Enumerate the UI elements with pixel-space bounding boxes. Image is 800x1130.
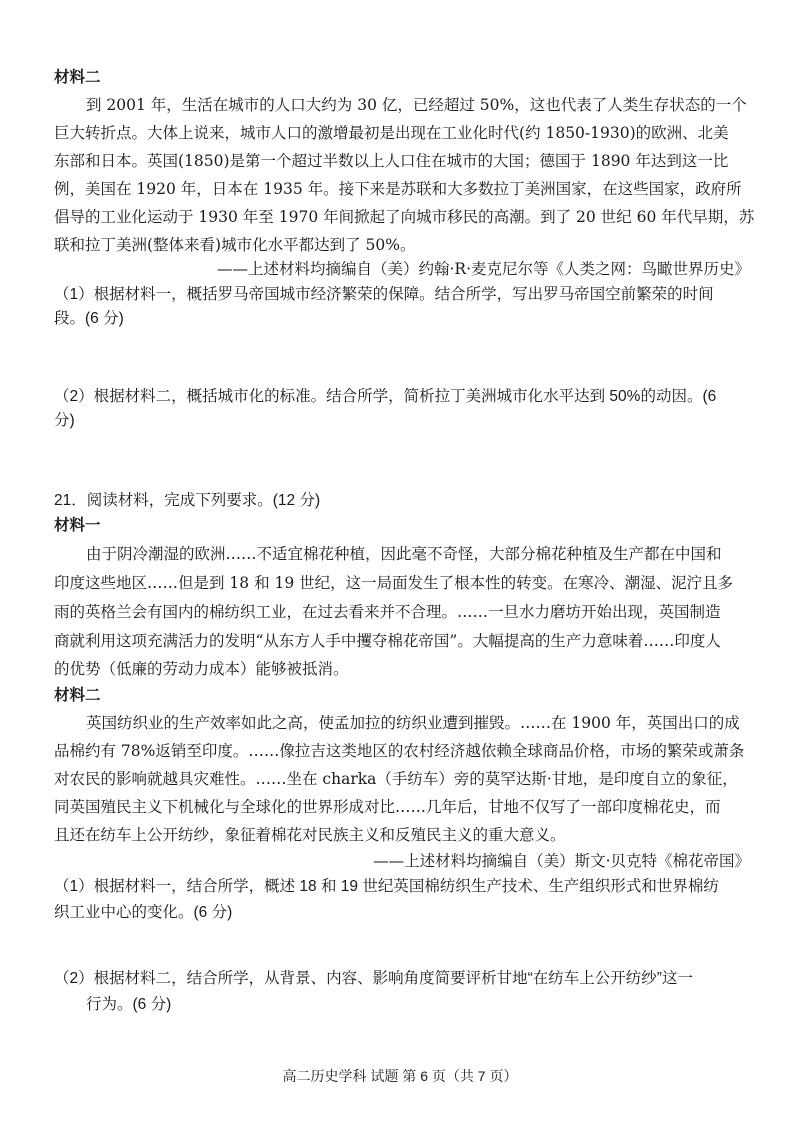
q21-material1-line: 雨的英格兰会有国内的棉纺织工业，在过去看来并不合理。……一旦水力磨坊开始出现，英国制造 xyxy=(54,603,721,621)
q20-material2-line: 到 2001 年，生活在城市的人口大约为 30 亿，已经超过 50%，这也代表了人类生存状态的一个 xyxy=(86,96,747,114)
q20-source-citation: ——上述材料均摘编自（美）约翰·R·麦克尼尔等《人类之网：鸟瞰世界历史》 xyxy=(216,260,750,278)
q21-material2-line: 且还在纺车上公开纺纱，象征着棉花对民族主义和反殖民主义的重大意义。 xyxy=(54,826,566,844)
q20-material2-line: 例，美国在 1920 年，日本在 1935 年。接下来是苏联和大多数拉丁美洲国家，在这些国家，政府所 xyxy=(54,180,742,198)
q21-material1-line: 由于阴冷潮湿的欧洲……不适宜棉花种植，因此毫不奇怪，大部分棉花种植及生产都在中国和 xyxy=(86,545,722,563)
page-footer: 高二历史学科 试题 第 6 页（共 7 页） xyxy=(282,1068,518,1084)
q21-subquestion-2-cont: 行为。(6 分) xyxy=(86,996,172,1013)
q21-material2-label: 材料二 xyxy=(54,685,101,704)
q21-heading: 21．阅读材料，完成下列要求。(12 分) xyxy=(54,492,321,509)
q21-material2-line: 对农民的影响就越具灾难性。……坐在 charka（手纺车）旁的莫罕达斯·甘地，是印度自立的象征， xyxy=(54,770,738,788)
q20-material2-line: 倡导的工业化运动于 1930 年至 1970 年间掀起了向城市移民的高潮。到了 20 世纪 60 年代早期，苏 xyxy=(54,208,755,226)
q20-material2-line: 巨大转折点。大体上说来，城市人口的激增最初是出现在工业化时代(约 1850-1930)的欧洲、北美 xyxy=(54,124,729,142)
q21-material1-label: 材料一 xyxy=(54,515,101,534)
q21-material2-line: 英国纺织业的生产效率如此之高，使孟加拉的纺织业遭到摧毁。……在 1900 年，英国出口的成 xyxy=(86,714,740,732)
q20-material2-label: 材料二 xyxy=(54,67,101,86)
q21-subquestion-1-cont: 织工业中心的变化。(6 分) xyxy=(54,904,233,921)
q21-material2-line: 同英国殖民主义下机械化与全球化的世界形成对比……几年后，甘地不仅写了一部印度棉花史，而 xyxy=(54,798,721,816)
q20-subquestion-1: （1）根据材料一，概括罗马帝国城市经济繁荣的保障。结合所学，写出罗马帝国空前繁荣的时间 xyxy=(54,286,714,303)
q21-material1-line: 的优势（低廉的劳动力成本）能够被抵消。 xyxy=(54,660,349,678)
q20-material2-line: 东部和日本。英国(1850)是第一个超过半数以上人口住在城市的大国；德国于 1890 年达到这一比 xyxy=(54,152,729,170)
q21-source-citation: ——上述材料均摘编自（美）斯文·贝克特《棉花帝国》 xyxy=(373,852,750,870)
q21-material2-line: 品棉约有 78%返销至印度。……像拉吉这类地区的农村经济越依赖全球商品价格，市场的繁荣或萧条 xyxy=(54,742,745,760)
q20-material2-line: 联和拉丁美洲(整体来看)城市化水平都达到了 50%。 xyxy=(54,236,416,254)
q21-subquestion-2: （2）根据材料二，结合所学，从背景、内容、影响角度简要评析甘地“在纺车上公开纺纱”这一 xyxy=(54,970,693,987)
q20-subquestion-1-cont: 段。(6 分) xyxy=(54,310,124,327)
q21-subquestion-1: （1）根据材料一，结合所学，概述 18 和 19 世纪英国棉纺织生产技术、生产组织形式和世界棉纺 xyxy=(54,878,719,895)
q20-subquestion-2: （2）根据材料二，概括城市化的标准。结合所学，简析拉丁美洲城市化水平达到 50%的动因。(6 xyxy=(54,388,717,405)
q21-material1-line: 商就利用这项充满活力的发明“从东方人手中攫夺棉花帝国”。大幅提高的生产力意味着……印度人 xyxy=(54,632,721,650)
q20-subquestion-2-cont: 分) xyxy=(54,412,75,429)
q21-material1-line: 印度这些地区……但是到 18 和 19 世纪，这一局面发生了根本性的转变。在寒冷、潮湿、泥泞且多 xyxy=(54,574,734,592)
